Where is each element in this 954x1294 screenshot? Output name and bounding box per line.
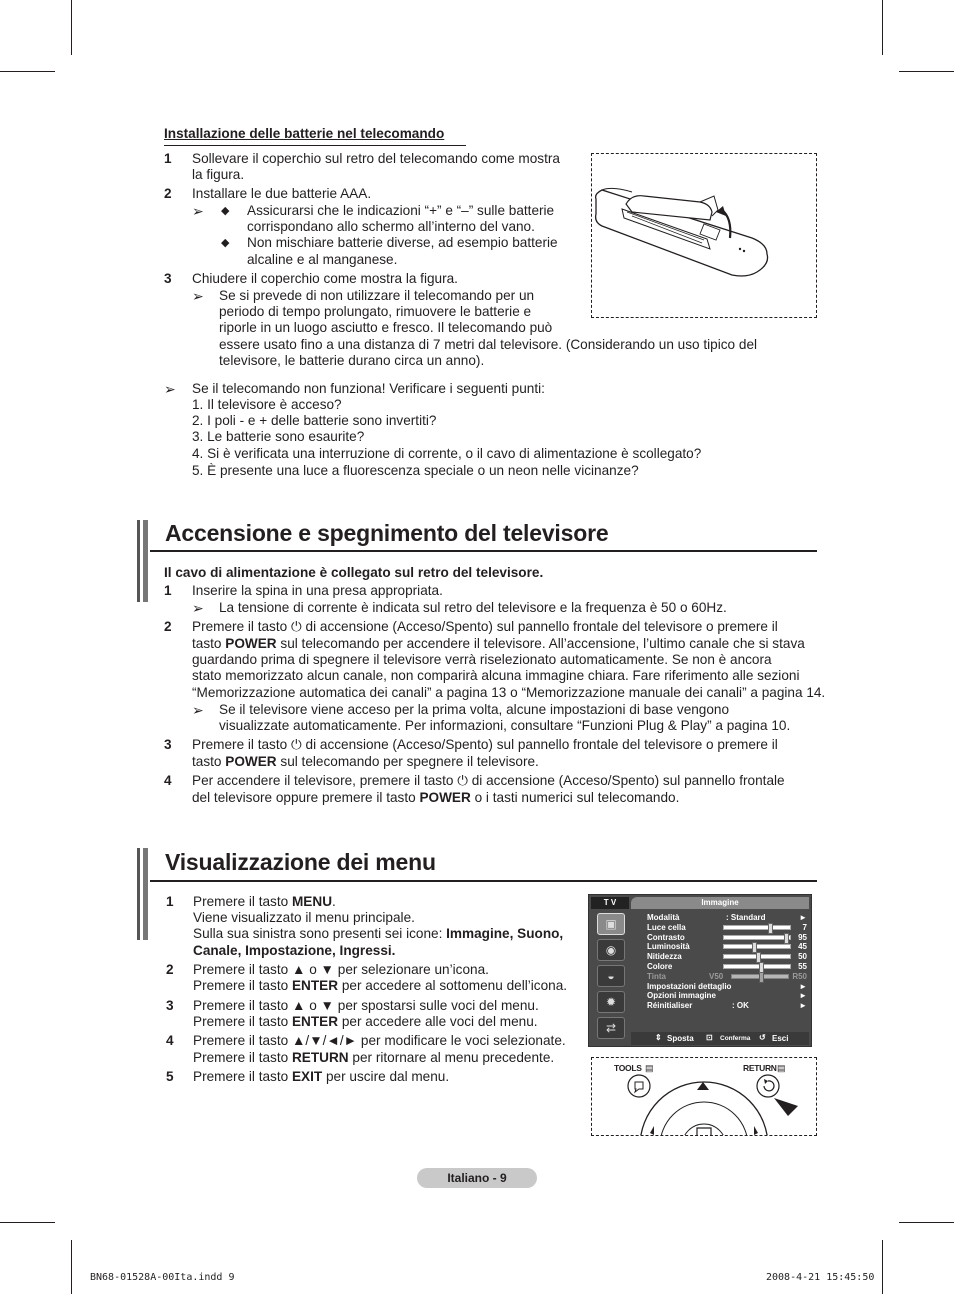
step-number: 1 <box>166 894 174 909</box>
step-number: 4 <box>164 773 172 788</box>
step-text-part: Premere il tasto <box>193 1014 289 1029</box>
osd-slider-knob <box>784 933 789 944</box>
power-icon: ⏻ <box>290 619 302 634</box>
crop-mark <box>882 1240 883 1294</box>
osd-slider <box>723 944 791 949</box>
section-bar <box>143 520 148 602</box>
crop-mark <box>899 71 954 72</box>
diamond-bullet-icon: ◆ <box>221 237 230 249</box>
osd-slider <box>723 925 791 930</box>
osd-row-label: Réinitialiser <box>647 1001 693 1011</box>
file-info: BN68-01528A-00Ita.indd 9 <box>90 1272 235 1283</box>
note-text: televisore, le batterie durano circa un anno). <box>219 353 485 368</box>
osd-row-label: Luminosità <box>647 942 690 952</box>
step-text: Inserire la spina in una presa appropriata. <box>192 583 443 598</box>
step-text-part: sul telecomando per spegnere il televisore. <box>280 754 539 769</box>
step-text-part: Premere il tasto <box>193 1069 289 1084</box>
step-text <box>193 1014 538 1031</box>
section-bar <box>137 520 140 602</box>
date-info: 2008-4-21 15:45:50 <box>766 1272 875 1283</box>
step-text-part: del televisore oppure premere il tasto <box>192 790 416 805</box>
picture-menu-icon: ▣ <box>597 913 625 935</box>
osd-slider <box>731 974 789 979</box>
note-text: corrispondano allo schermo all’interno del vano. <box>247 219 535 234</box>
note-text: Assicurarsi che le indicazioni “+” e “–” sulle batterie <box>247 203 555 218</box>
power-key-label: POWER <box>419 790 471 805</box>
section-bar <box>137 848 140 940</box>
step-text <box>192 773 785 790</box>
osd-row-value: V50 <box>709 971 724 981</box>
crop-mark <box>0 71 55 72</box>
trouble-text: 1. Il televisore è acceso? <box>192 397 342 412</box>
step-number: 2 <box>166 962 174 977</box>
step-number: 3 <box>166 998 174 1013</box>
step-text: Canale, Impostazione, Ingressi. <box>193 943 396 958</box>
crop-mark <box>71 1240 72 1294</box>
step-text-part: Premere il tasto <box>193 978 289 993</box>
step-text-part: o i tasti numerici sul telecomando. <box>474 790 680 805</box>
step-text: Premere il tasto ▲ o ▼ per spostarsi sulle voci del menu. <box>193 998 539 1013</box>
heading-underline <box>164 145 466 146</box>
step-text: “Memorizzazione automatica dei canali” a pagina 13 o “Memorizzazione manuale dei canali” a pagina 14. <box>192 685 826 700</box>
step-text <box>193 1050 554 1067</box>
step-number: 2 <box>164 619 172 634</box>
osd-row-end: ► <box>799 981 807 991</box>
icon-names: Immagine, Suono, <box>446 926 564 941</box>
step-text <box>192 737 778 754</box>
osd-row-end: ► <box>799 1001 807 1011</box>
input-menu-icon: ⇄ <box>597 1017 625 1039</box>
step-text-part: di accensione (Acceso/Spento) sul pannello frontale del televisore o premere il <box>305 737 778 752</box>
step-text: Premere il tasto ▲ o ▼ per selezionare un’icona. <box>193 962 489 977</box>
return-icon: ↺ <box>759 1033 766 1042</box>
page-number-badge: Italiano - 9 <box>417 1168 537 1188</box>
step-text-part: per ritornare al menu precedente. <box>352 1050 555 1065</box>
step-text <box>192 636 805 653</box>
osd-row-end: 50 <box>798 952 807 962</box>
step-text-part: di accensione (Acceso/Spento) sul pannello frontale del televisore o premere il <box>305 619 778 634</box>
power-icon: ⏻ <box>457 773 468 788</box>
trouble-text: 5. È presente una luce a fluorescenza speciale o un neon nelle vicinanze? <box>192 463 639 478</box>
step-text: la figura. <box>192 167 245 182</box>
osd-row-end: ► <box>799 913 807 922</box>
return-key-label: RETURN <box>291 1050 349 1065</box>
note-text: periodo di tempo prolungato, rimuovere le batterie e <box>219 304 532 319</box>
step-number: 4 <box>166 1033 174 1048</box>
remote-buttons-illustration <box>591 1057 817 1136</box>
note-arrow-icon: ➢ <box>192 600 204 616</box>
setup-menu-icon: ✹ <box>597 991 625 1013</box>
osd-slider <box>723 964 791 969</box>
diamond-bullet-icon: ◆ <box>221 205 230 217</box>
menu-key-label: MENU <box>291 894 333 909</box>
osd-row-end: 7 <box>802 922 807 932</box>
step-text-part: Per accendere il televisore, premere il tasto <box>192 773 454 788</box>
note-text: Non mischiare batterie diverse, ad esempio batterie <box>247 235 558 250</box>
return-label: RETURN <box>743 1063 777 1073</box>
step-number: 3 <box>164 271 172 286</box>
step-text-part: per uscire dal menu. <box>325 1069 450 1084</box>
trouble-text: 2. I poli - e + delle batterie sono invertiti? <box>192 413 437 428</box>
step-text-part: Sulla sua sinistra sono presenti sei icone: <box>193 926 443 941</box>
crop-mark <box>882 0 883 55</box>
osd-row-label: Nitidezza <box>647 952 682 962</box>
step-text-part: per accedere al sottomenu dell’icona. <box>341 978 568 993</box>
section-bar <box>143 848 148 940</box>
step-text <box>193 978 567 995</box>
osd-row-label: Colore <box>647 962 673 971</box>
osd-row-end: 45 <box>798 942 807 952</box>
power-icon: ⏻ <box>290 737 302 752</box>
step-text-part: Premere il tasto <box>192 737 288 752</box>
step-number: 2 <box>164 186 172 201</box>
osd-tv-tab: T V <box>591 897 629 909</box>
step-number: 1 <box>164 151 172 166</box>
osd-row-end: R50 <box>792 971 807 981</box>
crop-mark <box>0 1222 55 1223</box>
osd-slider <box>723 935 791 940</box>
tools-label: TOOLS <box>614 1063 642 1073</box>
osd-slider-knob <box>759 972 764 983</box>
section-title: Visualizzazione dei menu <box>165 849 436 875</box>
osd-row-value: : OK <box>732 1001 749 1011</box>
osd-row-label: Tinta <box>647 971 666 981</box>
power-key-label: POWER <box>225 636 277 651</box>
note-text: Se il televisore viene acceso per la prima volta, alcune impostazioni di base vengono <box>219 702 730 717</box>
step-text-part: Premere il tasto <box>192 619 288 634</box>
tools-icon: ▤ <box>645 1063 654 1073</box>
step-text-part: tasto <box>192 636 222 651</box>
step-text: Premere il tasto ▲/▼/◄/► per modificare le voci selezionate. <box>193 1033 566 1048</box>
step-text-part: per accedere alle voci del menu. <box>341 1014 538 1029</box>
osd-row-label: Modalità <box>647 913 680 922</box>
step-text: Installare le due batterie AAA. <box>192 186 372 201</box>
step-text <box>193 894 336 911</box>
step-text: stato memorizzato alcun canale, non comparirà alcuna immagine chiara. Fare riferimento alle sezioni <box>192 668 800 683</box>
step-text <box>193 926 563 943</box>
osd-slider-knob <box>768 923 773 934</box>
step-text-part: sul telecomando per accendere il televisore. All’accensione, l’ultimo canale che si stava <box>280 636 805 651</box>
step-text-part: tasto <box>192 754 222 769</box>
note-text: alcaline e al manganese. <box>247 252 398 267</box>
battery-heading: Installazione delle batterie nel telecomando <box>164 126 445 141</box>
power-intro: Il cavo di alimentazione è collegato sul retro del televisore. <box>164 565 544 580</box>
note-text: riporle in un luogo asciutto e fresco. Il telecomando può <box>219 320 553 335</box>
osd-row-end: 55 <box>798 962 807 971</box>
note-text: La tensione di corrente è indicata sul retro del televisore e la frequenza è 50 o 60Hz. <box>219 600 727 615</box>
step-number: 1 <box>164 583 172 598</box>
step-text: Chiudere il coperchio come mostra la figura. <box>192 271 458 286</box>
step-text-part: Premere il tasto <box>193 894 289 909</box>
step-text: Sollevare il coperchio sul retro del telecomando come mostra <box>192 151 560 166</box>
step-text-part: di accensione (Acceso/Spento) sul pannello frontale <box>471 773 785 788</box>
step-text: Viene visualizzato il menu principale. <box>193 910 415 925</box>
section-divider <box>150 550 817 552</box>
exit-key-label: EXIT <box>291 1069 323 1084</box>
trouble-text: Se il telecomando non funziona! Verificare i seguenti punti: <box>192 381 545 396</box>
osd-footer-enter: Conferma <box>720 1035 751 1042</box>
move-icon: ⇕ <box>655 1033 662 1042</box>
osd-header: Immagine <box>631 897 809 909</box>
step-number: 3 <box>164 737 172 752</box>
enter-icon: ⊡ <box>706 1033 713 1042</box>
osd-row-label: Impostazioni dettaglio <box>647 981 732 991</box>
step-text <box>192 790 679 807</box>
note-arrow-icon: ➢ <box>192 702 204 718</box>
osd-slider <box>723 954 791 959</box>
osd-row-label: Luce cella <box>647 922 686 932</box>
crop-mark <box>71 0 72 55</box>
note-text: essere usato fino a una distanza di 7 metri dal televisore. (Considerando un uso tipico del <box>219 337 758 352</box>
step-text <box>193 1069 449 1086</box>
osd-row-end: 95 <box>798 932 807 942</box>
trouble-text: 4. Si è verificata una interruzione di corrente, o il cavo di alimentazione è scollegato? <box>192 446 702 461</box>
note-arrow-icon: ➢ <box>192 203 204 219</box>
step-text <box>192 619 778 636</box>
remote-back-drawing <box>592 154 816 317</box>
step-text <box>192 754 539 771</box>
enter-key-label: ENTER <box>291 978 339 993</box>
crop-mark <box>899 1222 954 1223</box>
step-text-part: Premere il tasto <box>193 1050 289 1065</box>
channel-menu-icon: ◒ <box>597 965 625 987</box>
osd-row-value: : Standard <box>726 913 766 922</box>
osd-footer-exit: Esci <box>772 1034 789 1043</box>
trouble-text: 3. Le batterie sono esaurite? <box>192 429 365 444</box>
tv-menu-screenshot <box>588 894 812 1047</box>
note-text: visualizzate automaticamente. Per informazioni, consultare “Funzioni Plug & Play” a pagina 10. <box>219 718 791 733</box>
section-title: Accensione e spegnimento del televisore <box>165 520 609 546</box>
osd-footer-move: Sposta <box>667 1034 694 1043</box>
enter-key-label: ENTER <box>291 1014 339 1029</box>
sound-menu-icon: ◉ <box>597 939 625 961</box>
step-number: 5 <box>166 1069 174 1084</box>
step-text: guardando prima di spegnere il televisore verrà riselezionato automaticamente. Se non è ancora <box>192 652 772 667</box>
step-text-part: . <box>332 894 336 909</box>
osd-row-label: Opzioni immagine <box>647 991 716 1001</box>
note-text: Se si prevede di non utilizzare il telecomando per un <box>219 288 535 303</box>
remote-battery-illustration <box>591 153 817 318</box>
power-key-label: POWER <box>225 754 277 769</box>
section-divider <box>150 880 817 882</box>
return-small-icon: ▤ <box>777 1063 786 1073</box>
osd-row-label: Contrasto <box>647 932 685 942</box>
note-arrow-icon: ➢ <box>164 381 176 397</box>
note-arrow-icon: ➢ <box>192 288 204 304</box>
osd-row-end: ► <box>799 991 807 1001</box>
